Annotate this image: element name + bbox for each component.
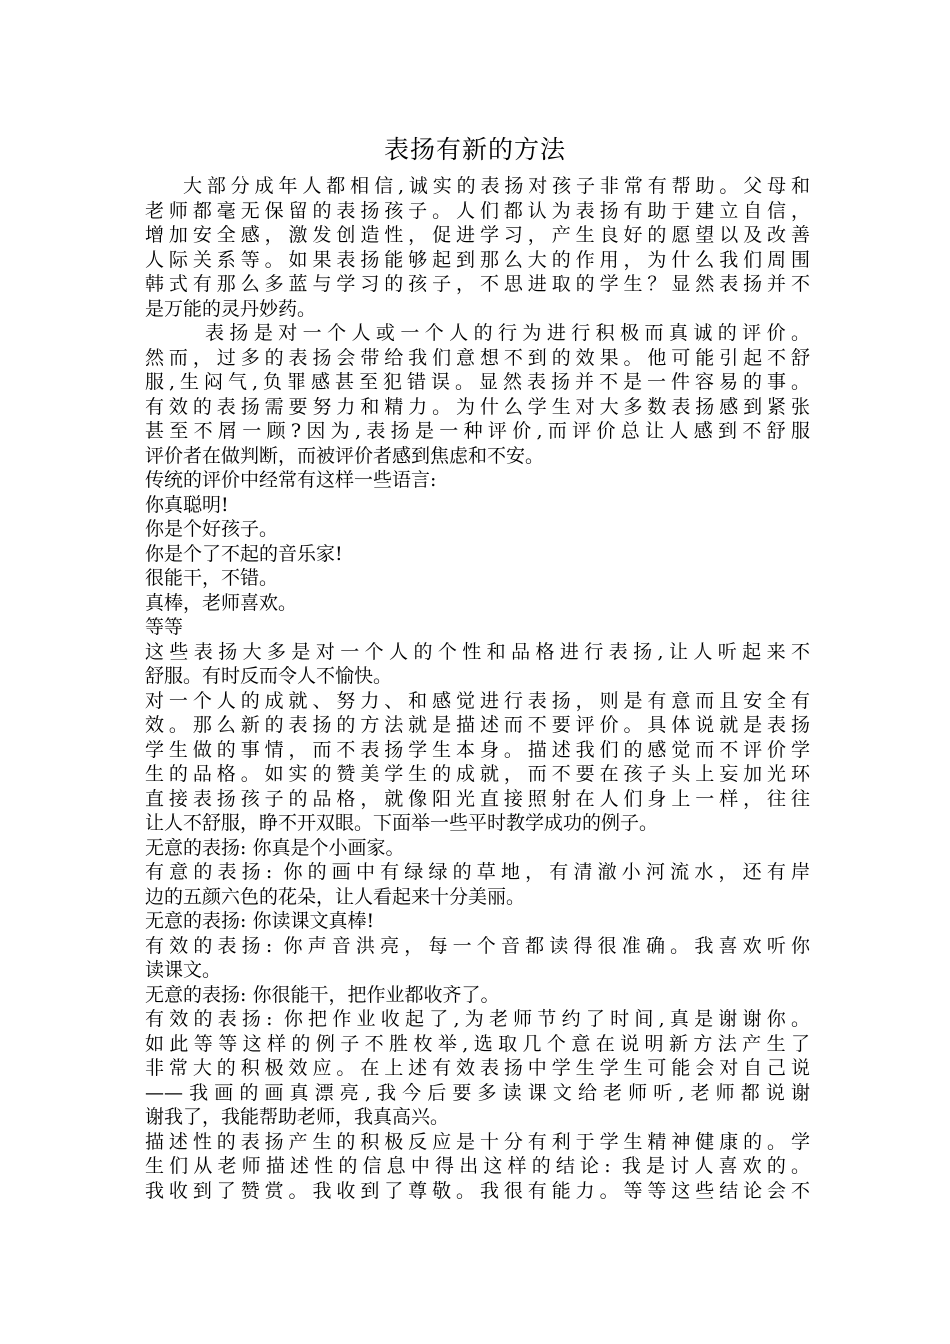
text-line: 人际关系等。如果表扬能够起到那么大的作用，为什么我们周围 — [145, 248, 810, 271]
text-line: 边的五颜六色的花朵，让人看起来十分美丽。 — [145, 885, 526, 908]
text-line: 很能干，不错。 — [145, 567, 279, 589]
text-line: 直接表扬孩子的品格，就像阳光直接照射在人们身上一样，往往 — [145, 787, 810, 810]
text-line: 韩式有那么多蓝与学习的孩子，不思进取的学生？显然表扬并不 — [145, 273, 810, 295]
text-line: 生们从老师描述性的信息中得出这样的结论: 我是讨人喜欢的。 — [145, 1155, 810, 1177]
text-line: 你是个了不起的音乐家! — [145, 542, 343, 565]
text-line: 有意的表扬: 你的画中有绿绿的草地，有清澈小河流水，还有岸 — [145, 861, 810, 883]
text-line: 服,生闷气,负罪感甚至犯错误。显然表扬并不是一件容易的事。 — [145, 371, 810, 393]
text-line: 你真聪明! — [145, 493, 229, 516]
text-line: 效。那么新的表扬的方法就是描述而不要评价。具体说就是表扬 — [145, 714, 810, 736]
text-line: 然而，过多的表扬会带给我们意想不到的效果。他可能引起不舒 — [145, 346, 810, 369]
text-line: 对一个人的成就、努力、和感觉进行表扬，则是有意而且安全有 — [145, 689, 810, 712]
text-line: 无意的表扬: 你读课文真棒! — [145, 910, 375, 932]
text-line: 无意的表扬: 你真是个小画家。 — [145, 836, 405, 859]
document-body — [145, 174, 810, 1203]
text-line: 谢我了，我能帮助老师，我真高兴。 — [145, 1106, 450, 1128]
text-line: 让人不舒服，睁不开双眼。下面举一些平时教学成功的例子。 — [145, 812, 659, 834]
text-line: 如此等等这样的例子不胜枚举,选取几个意在说明新方法产生了 — [145, 1032, 810, 1055]
text-line: 有效的表扬需要努力和精力。为什么学生对大多数表扬感到紧张 — [145, 395, 810, 418]
text-line: 表扬是对一个人或一个人的行为进行积极而真诚的评价。 — [205, 322, 810, 344]
text-line: 这些表扬大多是对一个人的个性和品格进行表扬,让人听起来不 — [145, 640, 810, 663]
text-line: 有效的表扬: 你把作业收起了,为老师节约了时间,真是谢谢你。 — [145, 1008, 810, 1030]
text-line: 评价者在做判断，而被评价者感到焦虑和不安。 — [145, 444, 545, 467]
text-line: 无意的表扬: 你很能干，把作业都收齐了。 — [145, 983, 500, 1006]
text-line: 有效的表扬: 你声音洪亮，每一个音都读得很准确。我喜欢听你 — [145, 934, 810, 957]
text-line: 大部分成年人都相信,诚实的表扬对孩子非常有帮助。父母和 — [183, 175, 810, 197]
text-line: 你是个好孩子。 — [145, 518, 279, 540]
text-line: 甚至不屑一顾?因为,表扬是一种评价,而评价总让人感到不舒服 — [145, 420, 810, 442]
text-line: 传统的评价中经常有这样一些语言: — [145, 469, 437, 491]
text-line: 生的品格。如实的赞美学生的成就，而不要在孩子头上妄加光环 — [145, 763, 810, 785]
text-line: 老师都毫无保留的表扬孩子。人们都认为表扬有助于建立自信， — [145, 199, 810, 222]
text-line: 真棒，老师喜欢。 — [145, 591, 298, 614]
text-line: 读课文。 — [145, 959, 222, 981]
text-line: 增加安全感，激发创造性，促进学习，产生良好的愿望以及改善 — [145, 224, 810, 246]
text-line: 学生做的事情，而不表扬学生本身。描述我们的感觉而不评价学 — [145, 738, 810, 761]
text-line: 舒服。有时反而令人不愉快。 — [145, 665, 393, 687]
text-line: ——我画的画真漂亮,我今后要多读课文给老师听,老师都说谢 — [145, 1081, 810, 1104]
text-line: 描述性的表扬产生的积极反应是十分有利于学生精神健康的。学 — [145, 1130, 810, 1153]
document-title: 表扬有新的方法 — [383, 135, 566, 164]
text-line: 我收到了赞赏。我收到了尊敬。我很有能力。等等这些结论会不 — [145, 1179, 810, 1202]
text-line: 等等 — [145, 616, 184, 638]
text-line: 是万能的灵丹妙药。 — [145, 297, 317, 320]
text-line: 非常大的积极效应。在上述有效表扬中学生学生可能会对自己说 — [145, 1057, 810, 1079]
